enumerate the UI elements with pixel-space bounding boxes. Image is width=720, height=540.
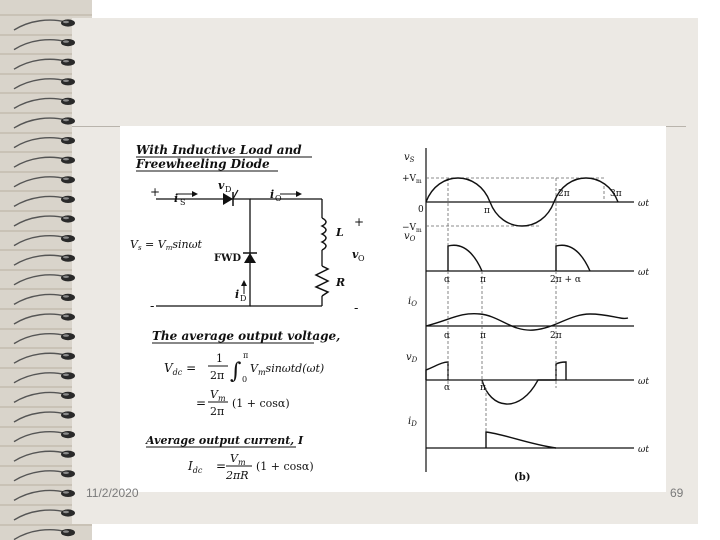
spiral-ring [14,137,75,148]
spiral-ring [14,431,75,442]
spiral-ring [14,294,75,305]
minus-right: - [354,301,359,316]
id-wt-label: ωt [638,445,649,455]
vs-axis-label: $v_S$ [404,152,415,164]
spiral-ring [14,39,75,50]
vd-pi-label: π [480,383,486,393]
footer-date: 11/2/2020 [86,486,139,500]
waveform-diagram [402,148,649,483]
vo-2pi-alpha-label: 2π + α [550,275,581,285]
avg-current-heading: Average output current, I [146,434,304,447]
svg-text:0: 0 [242,375,248,384]
id-waveform [486,432,556,448]
spiral-ring [14,176,75,187]
spiral-ring [14,117,75,128]
circuit-diagram [130,143,365,316]
spiral-ring [14,509,75,520]
svg-text:O: O [358,254,365,263]
io-axis-label: $i_O$ [408,296,417,308]
vs-pi-label: π [484,206,490,216]
is-label: i [174,192,179,205]
spiral-ring [14,529,75,540]
minus-left: - [150,299,155,314]
spiral-binding [0,0,80,540]
svg-text:O: O [275,194,282,203]
vm-neg-label: $-V_m$ [402,223,422,234]
spiral-ring [14,274,75,285]
spiral-ring [14,78,75,89]
spiral-ring [14,255,75,266]
svg-text:π: π [243,351,249,360]
fwd-label: FWD [214,253,242,264]
io-waveform [426,314,628,330]
spiral-ring [14,392,75,403]
svg-text:1: 1 [216,352,223,365]
id-label: i [235,288,240,301]
figure-caption: (b) [514,472,531,483]
id-axis-label: $i_D$ [408,416,417,428]
spiral-ring [14,98,75,109]
svg-text:Vm: $V_m$ [230,452,246,467]
svg-text:S: S [180,198,186,207]
slide-image [120,126,666,492]
slide-number: 69 [670,486,684,500]
spiral-ring [14,59,75,70]
vd-alpha-label: α [444,383,451,393]
svg-text:2πR: 2πR [226,469,249,482]
plus-left: + [150,185,161,199]
resistor-label: R [336,276,346,289]
vo-axis-label: $v_O$ [404,231,416,243]
vd-label: v [218,179,225,192]
eq3-rest: (1 + cosα) [256,460,314,473]
spiral-ring [14,333,75,344]
spiral-ring [14,353,75,364]
spiral-ring [14,490,75,501]
vo-waveform [448,245,590,271]
vd-axis-label: $v_D$ [406,352,418,364]
thyristor-symbol [223,193,233,205]
integral-sign: ∫ [230,359,242,384]
spiral-ring [14,19,75,30]
svg-text:=: = [196,396,207,410]
vm-pos-label: $+V_m$ [402,174,422,185]
resistor-symbol [316,266,328,296]
svg-text:Vm: $V_m$ [210,388,226,403]
spiral-ring [14,451,75,462]
circuit-title-line1: With Inductive Load and [136,143,302,157]
io-2pi-label: 2π [550,331,562,341]
spiral-ring [14,215,75,226]
svg-text:=: = [216,459,227,473]
spiral-ring [14,235,75,246]
io-alpha-label: α [444,331,451,341]
spiral-ring [14,196,75,207]
circuit-title-line2: Freewheeling Diode [136,157,270,171]
svg-text:2π: 2π [210,405,225,418]
idc-lhs: $I_{dc}$ [188,459,203,475]
spiral-ring [14,411,75,422]
avg-voltage-heading: The average output voltage, [152,329,341,343]
svg-text:D: D [240,294,247,303]
io-label: i [270,188,275,201]
vd-wt-label: ωt [638,377,649,387]
spiral-ring [14,313,75,324]
vo-wt-label: ωt [638,268,649,278]
inductor-symbol [322,218,326,250]
integrand: $V_m\sin\omega td(\omega t)$ [250,362,325,377]
plus-right: + [354,215,365,229]
vs-equation: Vs = Vmsinωt [130,238,202,252]
vs-3pi-label: 3π [610,189,622,199]
freewheeling-diode-symbol [244,253,256,263]
formulas [145,329,340,482]
vdc-lhs: $V_{dc}$ = [164,361,197,377]
vs-wt-label: ωt [638,199,649,209]
eq2-rest: (1 + cosα) [232,397,290,410]
svg-text:2π: 2π [210,369,225,382]
svg-text:D: D [225,185,232,194]
vo-label: v [352,248,359,261]
spiral-ring [14,470,75,481]
vs-2pi-label: 2π [558,189,570,199]
vo-alpha-label: α [444,275,451,285]
zero-label: 0 [418,205,424,215]
io-pi-label: π [480,331,486,341]
inductor-label: L [336,226,344,239]
vo-pi-label: π [480,275,486,285]
spiral-ring [14,157,75,168]
spiral-ring [14,372,75,383]
